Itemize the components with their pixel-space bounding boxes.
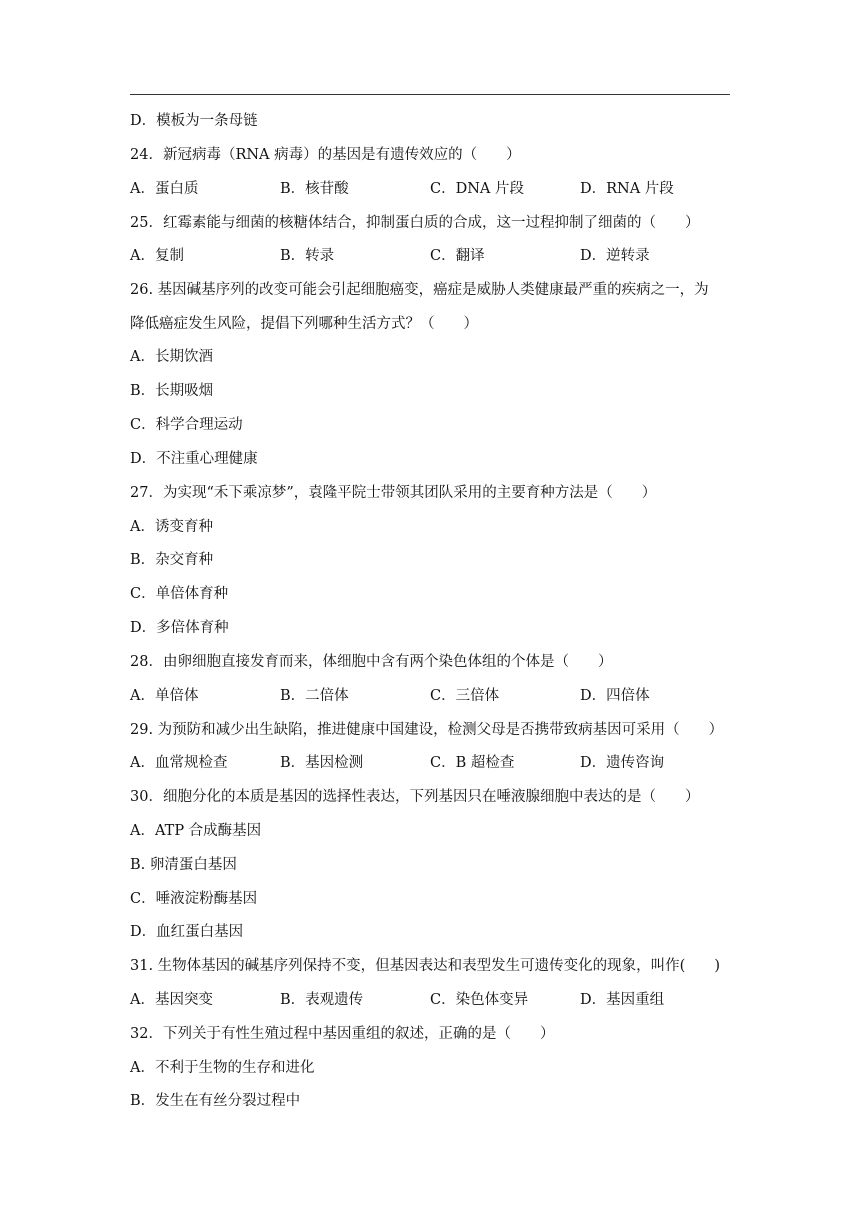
option-d: D．逆转录 [580, 248, 650, 264]
option-d: D．基因重组 [580, 992, 665, 1008]
option-b: B．核苷酸 [280, 181, 349, 197]
option-a: A．蛋白质 [130, 181, 199, 197]
option-a: A．诱变育种 [130, 519, 213, 535]
option-b: B．转录 [280, 248, 335, 264]
question-29: 29. 为预防和减少出生缺陷，推进健康中国建设，检测父母是否携带致病基因可采用（ ） [130, 722, 724, 738]
question-26-cont: 降低癌症发生风险，提倡下列哪种生活方式？（ ） [130, 316, 478, 332]
option-b: B．二倍体 [280, 688, 349, 704]
question-28: 28．由卵细胞直接发育而来，体细胞中含有两个染色体组的个体是（ ） [130, 654, 613, 670]
question-31: 31. 生物体基因的碱基序列保持不变，但基因表达和表型发生可遗传变化的现象，叫作( ) [130, 958, 720, 974]
option-c: C．B 超检查 [430, 755, 515, 771]
text-line: D．模板为一条母链 [130, 113, 258, 129]
option-d: D．RNA 片段 [580, 181, 674, 197]
option-a: A．血常规检查 [130, 755, 228, 771]
option-c: C．三倍体 [430, 688, 500, 704]
option-b: B．长期吸烟 [130, 383, 214, 399]
question-25: 25．红霉素能与细菌的核糖体结合，抑制蛋白质的合成，这一过程抑制了细菌的（ ） [130, 215, 700, 231]
option-a: A．单倍体 [130, 688, 199, 704]
option-c: C．翻译 [430, 248, 485, 264]
option-b: B．基因检测 [280, 755, 364, 771]
question-27: 27．为实现“禾下乘凉梦”，袁隆平院士带领其团队采用的主要育种方法是（ ） [130, 485, 657, 501]
question-32: 32．下列关于有性生殖过程中基因重组的叙述，正确的是（ ） [130, 1026, 555, 1042]
option-b: B. 卵清蛋白基因 [130, 857, 237, 873]
option-d: D．血红蛋白基因 [130, 924, 244, 940]
option-b: B．发生在有丝分裂过程中 [130, 1093, 301, 1109]
question-30: 30．细胞分化的本质是基因的选择性表达，下列基因只在唾液腺细胞中表达的是（ ） [130, 789, 700, 805]
option-b: B．杂交育种 [130, 552, 214, 568]
option-c: C．DNA 片段 [430, 181, 524, 197]
option-a: A．基因突变 [130, 992, 213, 1008]
question-26: 26. 基因碱基序列的改变可能会引起细胞癌变，癌症是威胁人类健康最严重的疾病之一，为 [130, 282, 709, 298]
option-d: D．遗传咨询 [580, 755, 665, 771]
option-d: D．多倍体育种 [130, 620, 229, 636]
option-c: C．唾液淀粉酶基因 [130, 891, 258, 907]
header-rule [130, 94, 730, 95]
option-a: A．长期饮酒 [130, 349, 213, 365]
option-c: C．科学合理运动 [130, 417, 243, 433]
option-a: A．复制 [130, 248, 184, 264]
option-c: C．单倍体育种 [130, 586, 229, 602]
question-24: 24．新冠病毒（RNA 病毒）的基因是有遗传效应的（ ） [130, 147, 521, 163]
option-c: C．染色体变异 [430, 992, 529, 1008]
option-b: B．表观遗传 [280, 992, 364, 1008]
option-a: A．ATP 合成酶基因 [130, 823, 262, 839]
option-d: D．四倍体 [580, 688, 650, 704]
option-a: A．不利于生物的生存和进化 [130, 1060, 315, 1076]
option-d: D．不注重心理健康 [130, 451, 258, 467]
